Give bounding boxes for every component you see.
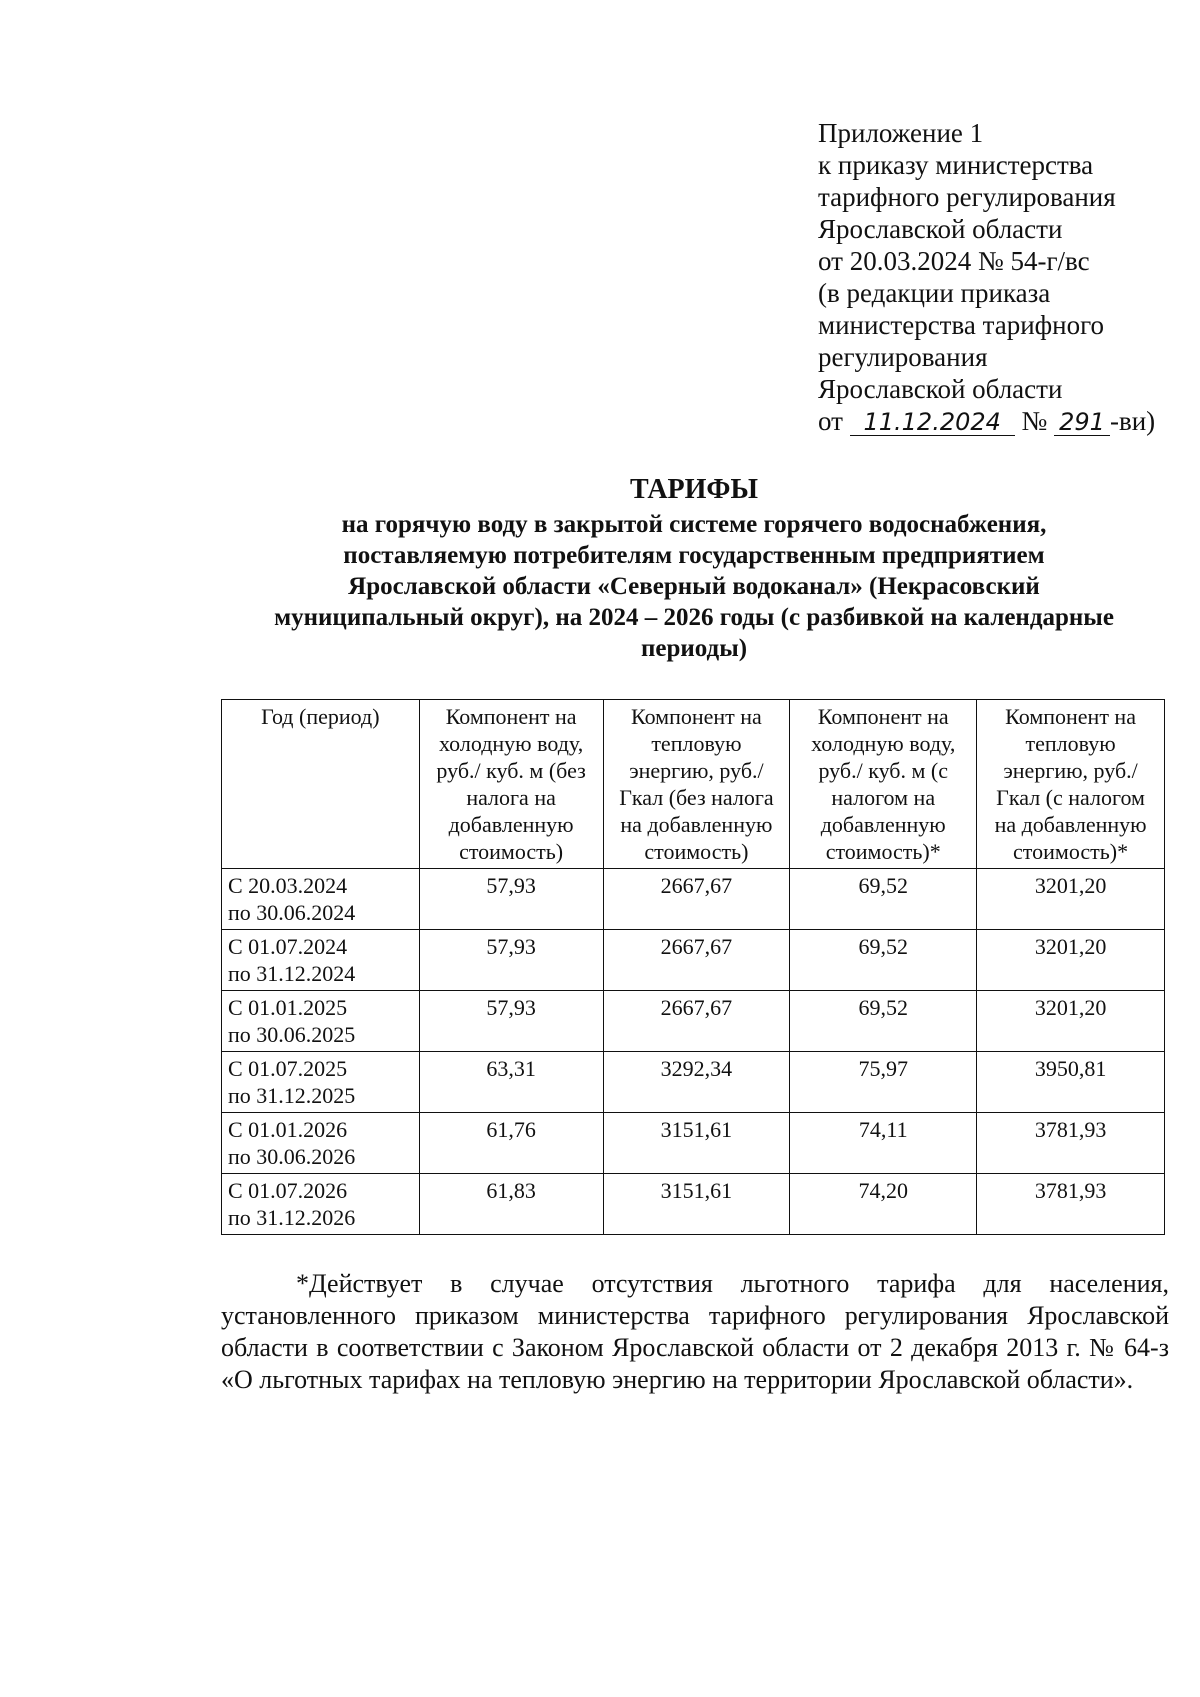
number-sign: № bbox=[1014, 406, 1054, 436]
value-cell: 2667,67 bbox=[603, 930, 790, 991]
period-from: С 20.03.2024 bbox=[228, 873, 348, 898]
value-cell: 2667,67 bbox=[603, 991, 790, 1052]
handwritten-number: 291 bbox=[1054, 409, 1110, 436]
value-cell: 3151,61 bbox=[603, 1174, 790, 1235]
value-cell: 74,11 bbox=[790, 1113, 977, 1174]
period-from: С 01.07.2026 bbox=[228, 1178, 348, 1203]
table-header-row bbox=[222, 700, 1165, 869]
appendix-line: Ярославской области bbox=[818, 214, 1063, 244]
title-line: поставляемую потребителям государственным предприятием bbox=[343, 542, 1045, 569]
footnote-text: *Действует в случае отсутствия льготного тарифа для населения, установленного приказом министерства тарифного регулирования Ярославской области в соответствии с Законом Ярославской области от 2 декабря 2013 г. № 64-з «О льготных тарифах на тепловую энергию на территории Ярославской области». bbox=[221, 1269, 1169, 1394]
appendix-block bbox=[818, 117, 1178, 437]
value-cell: 3781,93 bbox=[977, 1113, 1165, 1174]
period-cell bbox=[222, 1052, 420, 1113]
value-cell: 3151,61 bbox=[603, 1113, 790, 1174]
value-cell: 3292,34 bbox=[603, 1052, 790, 1113]
value-cell: 57,93 bbox=[419, 991, 603, 1052]
period-cell bbox=[222, 869, 420, 930]
value-cell: 57,93 bbox=[419, 930, 603, 991]
amendment-prefix: от bbox=[818, 406, 850, 436]
appendix-line: министерства тарифного bbox=[818, 310, 1105, 340]
value-cell: 69,52 bbox=[790, 930, 977, 991]
table-row bbox=[222, 1113, 1165, 1174]
value-cell: 63,31 bbox=[419, 1052, 603, 1113]
value-cell: 74,20 bbox=[790, 1174, 977, 1235]
title-line: на горячую воду в закрытой системе горячего водоснабжения, bbox=[341, 511, 1047, 538]
period-to: по 31.12.2024 bbox=[228, 961, 356, 986]
period-to: по 30.06.2024 bbox=[228, 900, 356, 925]
period-from: С 01.01.2025 bbox=[228, 995, 348, 1020]
header-cold-water-no-vat: Компонент на холодную воду, руб./ куб. м (без налога на добавленную стоимость) bbox=[419, 700, 603, 869]
appendix-line: Приложение 1 bbox=[818, 118, 984, 148]
appendix-amendment-line bbox=[818, 405, 1178, 437]
period-cell bbox=[222, 930, 420, 991]
handwritten-date: 11.12.2024 bbox=[850, 409, 1015, 436]
value-cell: 3201,20 bbox=[977, 930, 1165, 991]
tariff-table bbox=[221, 699, 1165, 1235]
header-cold-water-vat: Компонент на холодную воду, руб./ куб. м (с налогом на добавленную стоимость)* bbox=[790, 700, 977, 869]
title-line: муниципальный округ), на 2024 – 2026 годы (с разбивкой на календарные bbox=[274, 604, 1114, 631]
value-cell: 69,52 bbox=[790, 991, 977, 1052]
period-to: по 30.06.2025 bbox=[228, 1022, 356, 1047]
appendix-line: тарифного регулирования bbox=[818, 182, 1116, 212]
period-from: С 01.07.2024 bbox=[228, 934, 348, 959]
value-cell: 61,76 bbox=[419, 1113, 603, 1174]
period-cell bbox=[222, 1113, 420, 1174]
footnote bbox=[221, 1268, 1169, 1396]
table-row bbox=[222, 869, 1165, 930]
value-cell: 69,52 bbox=[790, 869, 977, 930]
document-title bbox=[210, 474, 1178, 664]
period-cell bbox=[222, 1174, 420, 1235]
value-cell: 3781,93 bbox=[977, 1174, 1165, 1235]
table-row bbox=[222, 1052, 1165, 1113]
title-line: Ярославской области «Северный водоканал» (Некрасовский bbox=[348, 573, 1040, 600]
appendix-line: (в редакции приказа bbox=[818, 278, 1051, 308]
title-line: периоды) bbox=[640, 635, 748, 662]
period-from: С 01.01.2026 bbox=[228, 1117, 348, 1142]
value-cell: 75,97 bbox=[790, 1052, 977, 1113]
header-heat-energy-no-vat: Компонент на тепловую энергию, руб./Гкал (без налога на добавленную стоимость) bbox=[603, 700, 790, 869]
value-cell: 2667,67 bbox=[603, 869, 790, 930]
value-cell: 3201,20 bbox=[977, 991, 1165, 1052]
value-cell: 57,93 bbox=[419, 869, 603, 930]
value-cell: 61,83 bbox=[419, 1174, 603, 1235]
table-row bbox=[222, 991, 1165, 1052]
table-row bbox=[222, 930, 1165, 991]
period-cell bbox=[222, 991, 420, 1052]
period-to: по 30.06.2026 bbox=[228, 1144, 356, 1169]
header-heat-energy-vat: Компонент на тепловую энергию, руб./Гкал (с налогом на добавленную стоимость)* bbox=[977, 700, 1165, 869]
table-row bbox=[222, 1174, 1165, 1235]
title-main: ТАРИФЫ bbox=[630, 474, 758, 505]
appendix-line: регулирования bbox=[818, 342, 988, 372]
amendment-suffix: -ви) bbox=[1109, 406, 1156, 436]
appendix-line: от 20.03.2024 № 54-г/вс bbox=[818, 246, 1090, 276]
period-to: по 31.12.2026 bbox=[228, 1205, 356, 1230]
header-period: Год (период) bbox=[222, 700, 420, 869]
period-from: С 01.07.2025 bbox=[228, 1056, 348, 1081]
appendix-line: Ярославской области bbox=[818, 374, 1063, 404]
appendix-line: к приказу министерства bbox=[818, 150, 1094, 180]
value-cell: 3201,20 bbox=[977, 869, 1165, 930]
period-to: по 31.12.2025 bbox=[228, 1083, 356, 1108]
value-cell: 3950,81 bbox=[977, 1052, 1165, 1113]
